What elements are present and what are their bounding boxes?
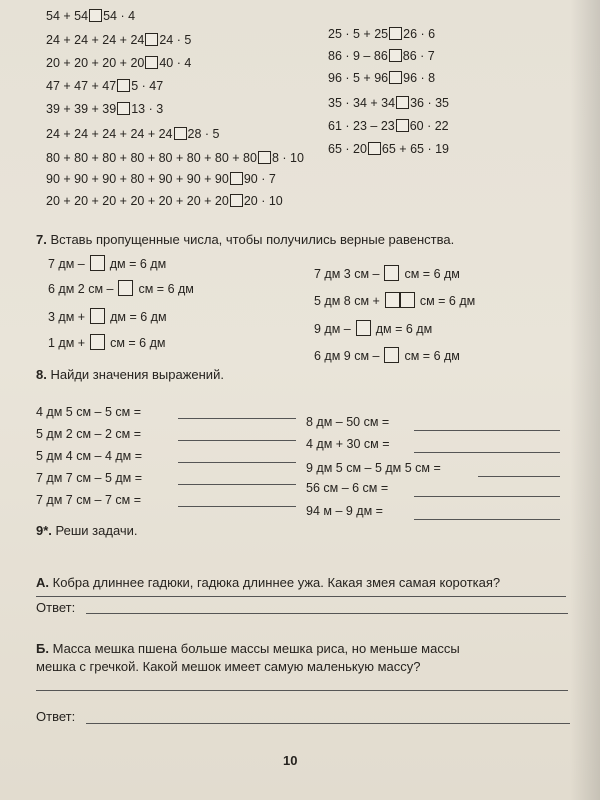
- comparison-sign-box[interactable]: [230, 172, 243, 185]
- comparison-row: [328, 48, 435, 64]
- expression-row: [306, 480, 388, 496]
- expression-row: [36, 492, 141, 508]
- equation-row: [314, 265, 460, 282]
- missing-number-box[interactable]: [356, 320, 371, 336]
- comparison-sign-box[interactable]: [145, 33, 158, 46]
- missing-number-box[interactable]: [384, 347, 399, 363]
- comparison-sign-box[interactable]: [89, 9, 102, 22]
- equation-end: см = 6 дм: [404, 267, 460, 281]
- equation-row: [48, 334, 166, 351]
- comparison-row: [328, 70, 435, 86]
- comparison-right-side: 20 · 10: [243, 194, 283, 208]
- missing-number-box[interactable]: [90, 334, 105, 350]
- comparison-row: [328, 95, 449, 111]
- comparison-row: [46, 193, 283, 209]
- comparison-right-side: 65 + 65 · 19: [381, 142, 449, 156]
- page-number: 10: [283, 753, 298, 768]
- expression-row: [306, 414, 389, 430]
- expression-answer-line[interactable]: [178, 440, 296, 441]
- expression-answer-line[interactable]: [414, 519, 560, 520]
- comparison-left-side: 20 + 20 + 20 + 20 + 20 + 20 + 20: [46, 194, 229, 208]
- equation-row: [48, 308, 167, 325]
- expression-text: 5 дм 4 см – 4 дм =: [36, 449, 143, 463]
- task7-number: 7.: [36, 232, 47, 247]
- expression-answer-line[interactable]: [178, 462, 296, 463]
- comparison-right-side: 90 · 7: [243, 172, 276, 186]
- equation-end: см = 6 дм: [404, 349, 460, 363]
- equation-row: [314, 347, 460, 364]
- comparison-row: [46, 55, 191, 71]
- expression-row: [36, 426, 141, 442]
- task-b-writing-line[interactable]: [36, 690, 568, 691]
- equation-start: 7 дм –: [48, 257, 85, 271]
- equation-end: дм = 6 дм: [109, 257, 167, 271]
- expression-text: 7 дм 7 см – 5 дм =: [36, 471, 143, 485]
- comparison-left-side: 96 · 5 + 96: [328, 71, 389, 85]
- comparison-right-side: 13 · 3: [131, 102, 164, 116]
- task9-heading: [36, 523, 138, 538]
- expression-answer-line[interactable]: [478, 476, 560, 477]
- comparison-right-side: 36 · 35: [410, 96, 449, 110]
- task-b-answer-label: Ответ:: [36, 709, 76, 724]
- equation-start: 9 дм –: [314, 322, 351, 336]
- task-a-text: Кобра длиннее гадюки, гадюка длиннее ужа. Какая змея самая короткая?: [52, 575, 501, 590]
- comparison-sign-box[interactable]: [389, 49, 402, 62]
- equation-row: [314, 292, 475, 309]
- task-b-line2: мешка с гречкой. Какой мешок имеет самую маленькую массу?: [36, 659, 421, 674]
- comparison-sign-box[interactable]: [368, 142, 381, 155]
- comparison-left-side: 35 · 34 + 34: [328, 96, 396, 110]
- equation-end: см = 6 дм: [419, 294, 476, 308]
- comparison-left-side: 47 + 47 + 47: [46, 79, 117, 93]
- comparison-left-side: 86 · 9 – 86: [328, 49, 388, 63]
- expression-answer-line[interactable]: [414, 496, 560, 497]
- expression-text: 9 дм 5 см – 5 дм 5 см =: [306, 461, 441, 475]
- expression-text: 4 дм 5 см – 5 см =: [36, 405, 141, 419]
- page-shadow: [570, 0, 600, 800]
- expression-row: [36, 404, 141, 420]
- task9-number: 9*.: [36, 523, 52, 538]
- comparison-left-side: 80 + 80 + 80 + 80 + 80 + 80 + 80 + 80: [46, 151, 257, 165]
- comparison-row: [328, 26, 435, 42]
- missing-number-box[interactable]: [118, 280, 133, 296]
- comparison-right-side: 8 · 10: [271, 151, 304, 165]
- equation-end: дм = 6 дм: [375, 322, 433, 336]
- task-a-answer-line[interactable]: [86, 613, 568, 614]
- comparison-right-side: 60 · 22: [409, 119, 449, 133]
- equation-end: см = 6 дм: [110, 336, 166, 350]
- equation-start: 1 дм +: [48, 336, 86, 350]
- comparison-right-side: 28 · 5: [187, 127, 220, 141]
- comparison-left-side: 90 + 90 + 90 + 80 + 90 + 90 + 90: [46, 172, 229, 186]
- comparison-sign-box[interactable]: [117, 79, 130, 92]
- expression-text: 4 дм + 30 см =: [306, 437, 390, 451]
- task-b: [36, 640, 576, 676]
- expression-text: 8 дм – 50 см =: [306, 415, 390, 429]
- expression-row: [306, 460, 441, 476]
- comparison-sign-box[interactable]: [389, 71, 402, 84]
- task-a-answer-label: Ответ:: [36, 600, 76, 615]
- comparison-sign-box[interactable]: [174, 127, 187, 140]
- comparison-sign-box[interactable]: [396, 119, 409, 132]
- expression-text: 7 дм 7 см – 7 см =: [36, 493, 141, 507]
- task-b-line1: Масса мешка пшена больше массы мешка риса, но меньше массы: [52, 641, 460, 656]
- comparison-right-side: 96 · 8: [403, 71, 436, 85]
- task8-heading: [36, 367, 224, 382]
- expression-answer-line[interactable]: [414, 452, 560, 453]
- equation-row: [48, 255, 166, 272]
- expression-row: [36, 470, 142, 486]
- task7-text: Вставь пропущенные числа, чтобы получились верные равенства.: [50, 232, 455, 247]
- comparison-row: [46, 101, 163, 117]
- comparison-row: [46, 171, 276, 187]
- missing-number-box[interactable]: [90, 308, 105, 324]
- comparison-right-side: 26 · 6: [403, 27, 436, 41]
- comparison-sign-box[interactable]: [145, 56, 158, 69]
- equation-start: 6 дм 9 см –: [314, 349, 380, 363]
- equation-end: дм = 6 дм: [110, 310, 167, 324]
- missing-number-box[interactable]: [90, 255, 105, 271]
- comparison-sign-box[interactable]: [389, 27, 402, 40]
- expression-row: [306, 436, 390, 452]
- comparison-row: [328, 141, 449, 157]
- expression-text: 56 см – 6 см =: [306, 481, 389, 495]
- comparison-right-side: 24 · 5: [159, 33, 192, 47]
- comparison-sign-box[interactable]: [396, 96, 409, 109]
- expression-answer-line[interactable]: [178, 418, 296, 419]
- comparison-left-side: 25 · 5 + 25: [328, 27, 389, 41]
- expression-row: [36, 448, 142, 464]
- task7-heading: [36, 232, 454, 247]
- equation-start: 7 дм 3 см –: [314, 267, 380, 281]
- equation-start: 3 дм +: [48, 310, 86, 324]
- task-b-answer-line[interactable]: [86, 723, 570, 724]
- equation-start: 5 дм 8 см +: [314, 294, 380, 308]
- comparison-left-side: 61 · 23 – 23: [328, 119, 395, 133]
- task-a-label: А.: [36, 575, 49, 590]
- comparison-left-side: 24 + 24 + 24 + 24: [46, 33, 145, 47]
- missing-number-box[interactable]: [385, 292, 400, 308]
- task9-text: Реши задачи.: [55, 523, 138, 538]
- comparison-row: [46, 150, 304, 166]
- comparison-left-side: 39 + 39 + 39: [46, 102, 117, 116]
- equation-row: [48, 280, 194, 297]
- comparison-right-side: 54 · 4: [103, 9, 136, 23]
- expression-answer-line[interactable]: [414, 430, 560, 431]
- comparison-left-side: 54 + 54: [46, 9, 89, 23]
- comparison-left-side: 24 + 24 + 24 + 24 + 24: [46, 127, 173, 141]
- comparison-left-side: 65 · 20: [328, 142, 367, 156]
- task8-text: Найди значения выражений.: [50, 367, 224, 382]
- comparison-sign-box[interactable]: [117, 102, 130, 115]
- task8-number: 8.: [36, 367, 47, 382]
- comparison-right-side: 86 · 7: [402, 49, 435, 63]
- comparison-row: [328, 118, 449, 134]
- missing-number-box[interactable]: [384, 265, 399, 281]
- comparison-row: [46, 78, 163, 94]
- comparison-row: [46, 32, 191, 48]
- task-b-label: Б.: [36, 641, 49, 656]
- comparison-right-side: 5 · 47: [131, 79, 164, 93]
- comparison-row: [46, 8, 135, 24]
- expression-answer-line[interactable]: [178, 506, 296, 507]
- task-a: [36, 574, 576, 592]
- comparison-sign-box[interactable]: [230, 194, 243, 207]
- expression-answer-line[interactable]: [178, 484, 296, 485]
- expression-text: 5 дм 2 см – 2 см =: [36, 427, 141, 441]
- equation-start: 6 дм 2 см –: [48, 282, 114, 296]
- task-a-writing-line[interactable]: [36, 596, 566, 597]
- comparison-row: [46, 126, 219, 142]
- missing-number-box[interactable]: [400, 292, 415, 308]
- expression-row: [306, 503, 383, 519]
- comparison-left-side: 20 + 20 + 20 + 20: [46, 56, 145, 70]
- comparison-right-side: 40 · 4: [159, 56, 192, 70]
- comparison-sign-box[interactable]: [258, 151, 271, 164]
- equation-row: [314, 320, 432, 337]
- expression-text: 94 м – 9 дм =: [306, 504, 383, 518]
- equation-end: см = 6 дм: [138, 282, 194, 296]
